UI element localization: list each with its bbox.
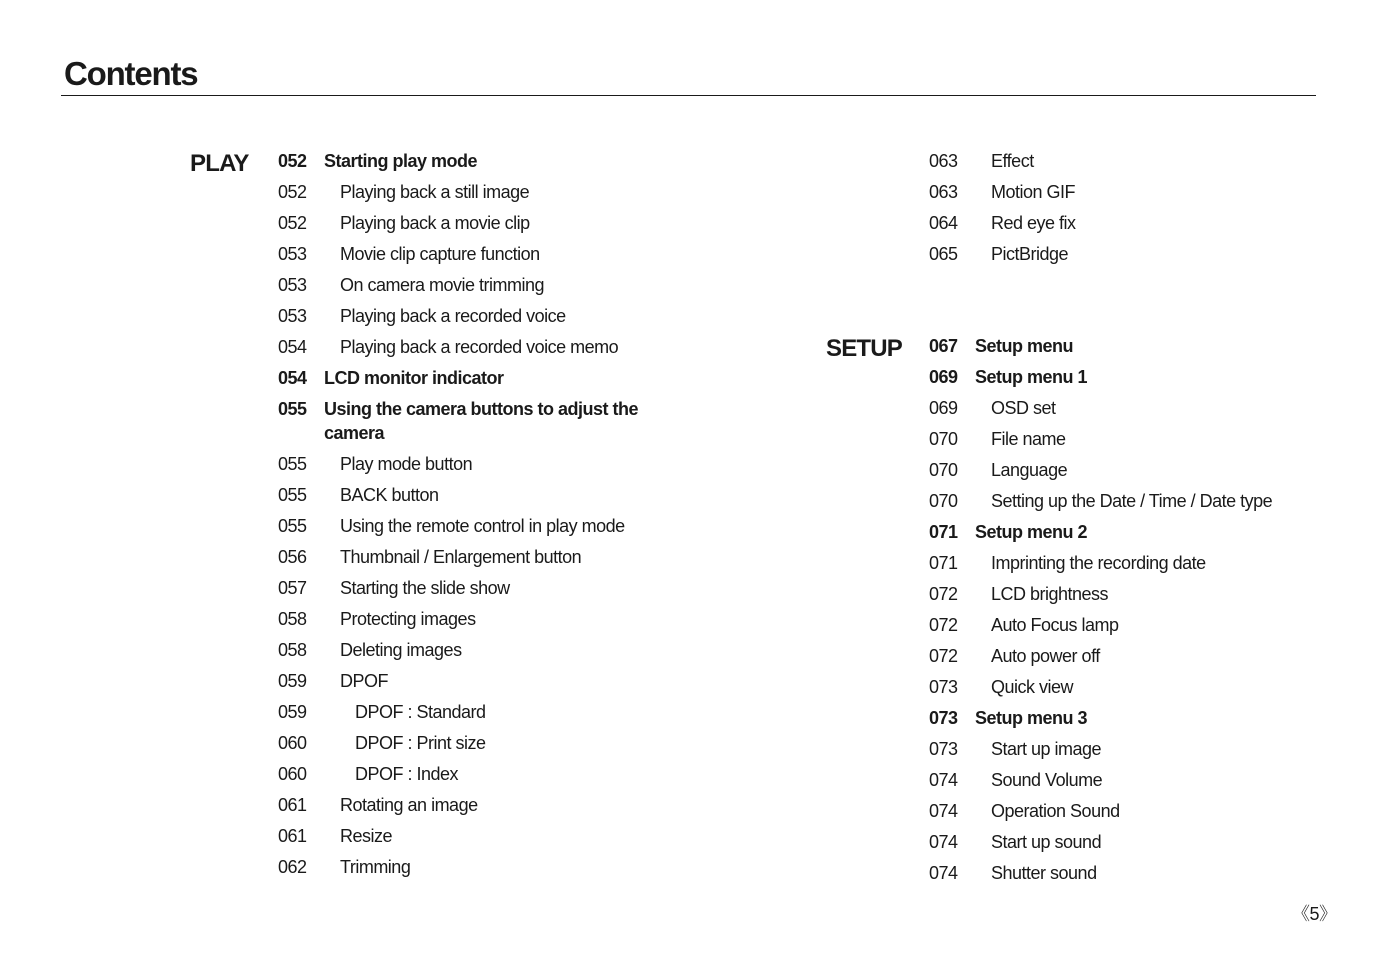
toc-entry[interactable] bbox=[929, 613, 1309, 644]
toc-page-number: 063 bbox=[929, 182, 958, 202]
toc-entry[interactable] bbox=[278, 793, 658, 824]
toc-entry-title: Language bbox=[991, 460, 1068, 480]
toc-entry-title: Effect bbox=[991, 151, 1034, 171]
toc-entry-title: LCD brightness bbox=[991, 584, 1109, 604]
toc-entry-title: Red eye fix bbox=[991, 213, 1076, 233]
play-toc-list bbox=[278, 149, 658, 886]
toc-entry[interactable] bbox=[278, 335, 658, 366]
toc-entry[interactable] bbox=[929, 211, 1309, 242]
toc-page-number: 055 bbox=[278, 454, 307, 474]
toc-entry-title: Rotating an image bbox=[340, 795, 478, 815]
toc-entry-title: Operation Sound bbox=[991, 801, 1120, 821]
toc-page-number: 072 bbox=[929, 584, 958, 604]
toc-entry-title: OSD set bbox=[991, 398, 1056, 418]
toc-entry-title: Using the remote control in play mode bbox=[340, 516, 625, 536]
toc-page-number: 070 bbox=[929, 460, 958, 480]
toc-entry-title: Playing back a movie clip bbox=[340, 213, 530, 233]
toc-entry[interactable] bbox=[929, 489, 1309, 520]
toc-entry[interactable] bbox=[929, 861, 1309, 892]
toc-page-number: 074 bbox=[929, 770, 958, 790]
toc-entry-title: Setup menu bbox=[975, 336, 1074, 356]
toc-page-number: 052 bbox=[278, 151, 307, 171]
toc-entry-title: Playing back a still image bbox=[340, 182, 530, 202]
toc-entry[interactable] bbox=[929, 644, 1309, 675]
section-label-setup: SETUP bbox=[826, 335, 903, 362]
toc-page-number: 059 bbox=[278, 702, 307, 722]
toc-entry[interactable] bbox=[278, 824, 658, 855]
toc-page-number: 070 bbox=[929, 429, 958, 449]
toc-page-number: 054 bbox=[278, 368, 307, 388]
toc-page-number: 058 bbox=[278, 640, 307, 660]
toc-page-number: 073 bbox=[929, 677, 958, 697]
toc-entry[interactable] bbox=[278, 180, 658, 211]
toc-entry[interactable] bbox=[929, 520, 1309, 551]
toc-entry[interactable] bbox=[929, 551, 1309, 582]
toc-entry[interactable] bbox=[929, 830, 1309, 861]
toc-entry-title: BACK button bbox=[340, 485, 439, 505]
toc-page-number: 072 bbox=[929, 646, 958, 666]
toc-entry[interactable] bbox=[929, 737, 1309, 768]
toc-entry-title: Shutter sound bbox=[991, 863, 1097, 883]
toc-entry[interactable] bbox=[929, 427, 1309, 458]
toc-entry-title: Movie clip capture function bbox=[340, 244, 540, 264]
toc-entry[interactable] bbox=[278, 366, 658, 397]
toc-entry[interactable] bbox=[929, 458, 1309, 489]
toc-entry[interactable] bbox=[929, 675, 1309, 706]
toc-entry-title: Play mode button bbox=[340, 454, 473, 474]
toc-entry[interactable] bbox=[278, 273, 658, 304]
toc-entry-title: Playing back a recorded voice bbox=[340, 306, 566, 326]
toc-entry[interactable] bbox=[278, 397, 658, 452]
toc-entry[interactable] bbox=[929, 365, 1309, 396]
toc-page-number: 059 bbox=[278, 671, 307, 691]
toc-entry-title: Motion GIF bbox=[991, 182, 1076, 202]
toc-page-number: 063 bbox=[929, 151, 958, 171]
toc-entry-title: Auto Focus lamp bbox=[991, 615, 1119, 635]
toc-entry[interactable] bbox=[278, 545, 658, 576]
toc-page-number: 058 bbox=[278, 609, 307, 629]
toc-page-number: 074 bbox=[929, 801, 958, 821]
toc-entry-title: Quick view bbox=[991, 677, 1074, 697]
toc-entry-title: Trimming bbox=[340, 857, 411, 877]
toc-entry-title: PictBridge bbox=[991, 244, 1069, 264]
toc-page-number: 060 bbox=[278, 764, 307, 784]
toc-page-number: 055 bbox=[278, 485, 307, 505]
toc-entry[interactable] bbox=[278, 483, 658, 514]
toc-page-number: 071 bbox=[929, 553, 958, 573]
toc-page-number: 055 bbox=[278, 516, 307, 536]
toc-entry[interactable] bbox=[278, 304, 658, 335]
toc-entry-title: DPOF bbox=[340, 671, 389, 691]
toc-entry-title: File name bbox=[991, 429, 1066, 449]
toc-entry[interactable] bbox=[929, 768, 1309, 799]
toc-page-number: 053 bbox=[278, 306, 307, 326]
toc-entry[interactable] bbox=[278, 211, 658, 242]
toc-page-number: 054 bbox=[278, 337, 307, 357]
toc-entry-title: DPOF : Standard bbox=[355, 702, 486, 722]
toc-entry-title: Starting play mode bbox=[324, 151, 478, 171]
toc-entry[interactable] bbox=[278, 731, 658, 762]
toc-page-number: 052 bbox=[278, 182, 307, 202]
toc-entry[interactable] bbox=[278, 576, 658, 607]
toc-page-number: 061 bbox=[278, 826, 307, 846]
toc-page-number: 065 bbox=[929, 244, 958, 264]
toc-page-number: 055 bbox=[278, 399, 307, 419]
toc-entry-title: Resize bbox=[340, 826, 393, 846]
toc-page-number: 071 bbox=[929, 522, 958, 542]
toc-page-number: 064 bbox=[929, 213, 958, 233]
toc-entry[interactable] bbox=[278, 762, 658, 793]
right-toc-list bbox=[929, 149, 1309, 892]
toc-entry[interactable] bbox=[278, 855, 658, 886]
toc-entry-title: LCD monitor indicator bbox=[324, 368, 504, 388]
toc-entry[interactable] bbox=[929, 180, 1309, 211]
title-divider bbox=[61, 95, 1316, 96]
toc-page-number: 067 bbox=[929, 336, 958, 356]
toc-entry[interactable] bbox=[929, 582, 1309, 613]
toc-entry[interactable] bbox=[278, 242, 658, 273]
toc-entry[interactable] bbox=[278, 149, 658, 180]
toc-page-number: 056 bbox=[278, 547, 307, 567]
toc-page-number: 074 bbox=[929, 832, 958, 852]
toc-entry-title: Thumbnail / Enlargement button bbox=[340, 547, 582, 567]
toc-entry[interactable] bbox=[929, 334, 1309, 365]
toc-entry-title: Setting up the Date / Time / Date type bbox=[991, 491, 1273, 511]
toc-page-number: 072 bbox=[929, 615, 958, 635]
toc-entry-title: Starting the slide show bbox=[340, 578, 510, 598]
toc-page-number: 061 bbox=[278, 795, 307, 815]
toc-entry[interactable] bbox=[278, 452, 658, 483]
toc-page-number: 057 bbox=[278, 578, 307, 598]
toc-page-number: 074 bbox=[929, 863, 958, 883]
section-spacer bbox=[929, 273, 1309, 334]
page-title: Contents bbox=[64, 55, 198, 92]
toc-entry-title: Sound Volume bbox=[991, 770, 1103, 790]
toc-entry-title: Using the camera buttons to adjust the camera bbox=[324, 399, 639, 443]
toc-entry-title: Setup menu 3 bbox=[975, 708, 1088, 728]
toc-entry-title: Setup menu 1 bbox=[975, 367, 1088, 387]
toc-entry[interactable] bbox=[929, 706, 1309, 737]
toc-page-number: 053 bbox=[278, 275, 307, 295]
toc-entry[interactable] bbox=[929, 799, 1309, 830]
toc-page-number: 070 bbox=[929, 491, 958, 511]
toc-page-number: 073 bbox=[929, 739, 958, 759]
toc-entry[interactable] bbox=[929, 396, 1309, 427]
toc-entry-title: Playing back a recorded voice memo bbox=[340, 337, 619, 357]
toc-entry-title: Imprinting the recording date bbox=[991, 553, 1206, 573]
toc-entry-title: Start up image bbox=[991, 739, 1102, 759]
toc-page-number: 060 bbox=[278, 733, 307, 753]
toc-entry-title: Setup menu 2 bbox=[975, 522, 1088, 542]
toc-entry[interactable] bbox=[278, 669, 658, 700]
toc-entry-title: On camera movie trimming bbox=[340, 275, 545, 295]
toc-entry-title: Protecting images bbox=[340, 609, 476, 629]
toc-entry[interactable] bbox=[278, 607, 658, 638]
toc-page-number: 062 bbox=[278, 857, 307, 877]
toc-entry[interactable] bbox=[929, 149, 1309, 180]
toc-entry[interactable] bbox=[929, 242, 1309, 273]
section-label-play: PLAY bbox=[190, 150, 249, 177]
toc-entry-title: Deleting images bbox=[340, 640, 462, 660]
toc-page-number: 069 bbox=[929, 398, 958, 418]
toc-page-number: 069 bbox=[929, 367, 958, 387]
toc-entry-title: DPOF : Print size bbox=[355, 733, 486, 753]
page-number: 《5》 bbox=[1292, 904, 1337, 924]
toc-entry[interactable] bbox=[278, 514, 658, 545]
toc-entry-title: DPOF : Index bbox=[355, 764, 459, 784]
toc-entry[interactable] bbox=[278, 638, 658, 669]
toc-page-number: 053 bbox=[278, 244, 307, 264]
toc-page-number: 073 bbox=[929, 708, 958, 728]
toc-entry-title: Auto power off bbox=[991, 646, 1100, 666]
toc-entry-title: Start up sound bbox=[991, 832, 1102, 852]
toc-page-number: 052 bbox=[278, 213, 307, 233]
toc-entry[interactable] bbox=[278, 700, 658, 731]
